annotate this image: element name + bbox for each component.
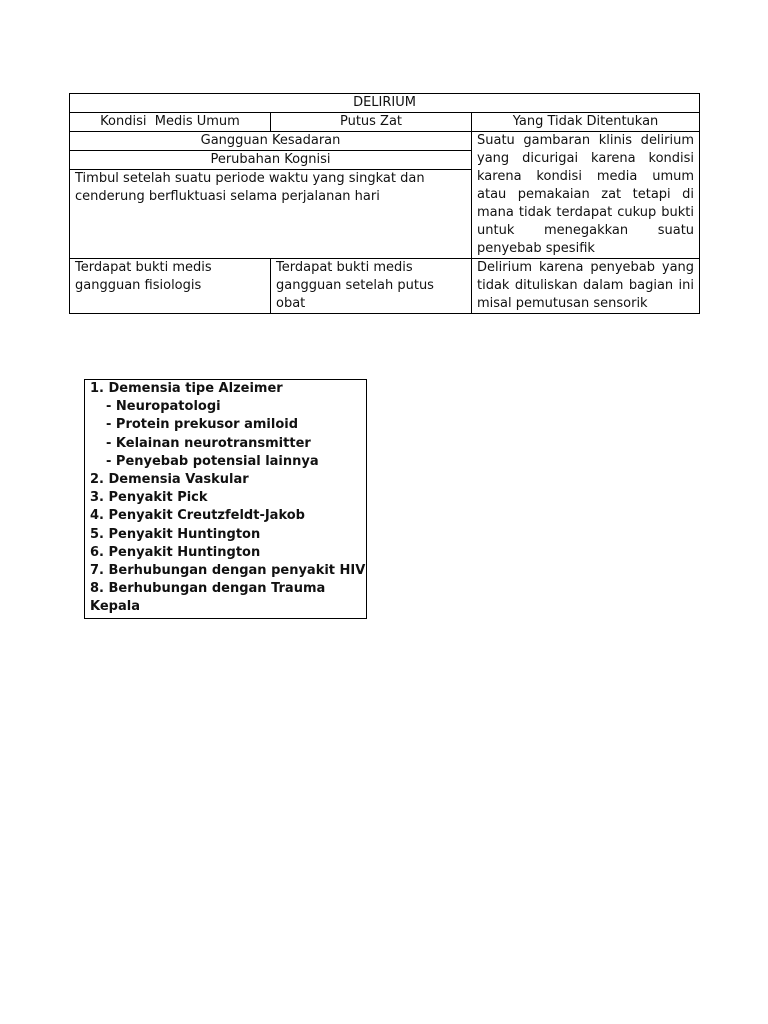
- cell-gangguan-kesadaran: Gangguan Kesadaran: [70, 132, 472, 151]
- list-item: - Kelainan neurotransmitter: [106, 435, 311, 451]
- list-item: 2. Demensia Vaskular: [90, 472, 249, 488]
- list-item: 1. Demensia tipe Alzeimer: [90, 381, 283, 396]
- header-putus-zat: Putus Zat: [271, 113, 472, 132]
- table-row: [70, 132, 700, 151]
- list-item: 7. Berhubungan dengan penyakit HIV: [90, 563, 366, 579]
- table-row: [70, 259, 700, 314]
- list-item: - Penyebab potensial lainnya: [106, 453, 319, 469]
- list-item: - Neuropatologi: [106, 399, 221, 415]
- table-row: [70, 94, 700, 113]
- cell-delirium-lain: Delirium karena penyebab yang tidak dituliskan dalam bagian ini misal pemutusan sensorik: [472, 259, 700, 314]
- table-title: DELIRIUM: [70, 94, 700, 113]
- delirium-table: [69, 93, 700, 314]
- list-item: 8. Berhubungan dengan Trauma Kepala: [90, 581, 326, 615]
- list-item: 6. Penyakit Huntington: [90, 544, 261, 560]
- cell-timbul: Timbul setelah suatu periode waktu yang singkat dan cenderung berfluktuasi selama perjalanan hari: [70, 170, 472, 259]
- list-item: 5. Penyakit Huntington: [90, 526, 261, 542]
- cell-perubahan-kognisi: Perubahan Kognisi: [70, 151, 472, 170]
- list-item: 3. Penyakit Pick: [90, 490, 208, 506]
- header-kondisi-medis: Kondisi Medis Umum: [70, 113, 271, 132]
- list-item: 4. Penyakit Creutzfeldt-Jakob: [90, 508, 305, 524]
- cell-bukti-putus: Terdapat bukti medis gangguan setelah putus obat: [271, 259, 472, 314]
- cell-bukti-medis: Terdapat bukti medis gangguan fisiologis: [70, 259, 271, 314]
- demensia-list: [84, 379, 367, 619]
- cell-tidak-ditentukan-desc: Suatu gambaran klinis delirium yang dicurigai karena kondisi karena kondisi media umum atau pemakaian zat tetapi di mana tidak terdapat cukup bukti untuk menegakkan suatu penyebab spesifik: [472, 132, 700, 259]
- table-header-row: [70, 113, 700, 132]
- list-item: - Protein prekusor amiloid: [106, 417, 299, 433]
- header-tidak-ditentukan: Yang Tidak Ditentukan: [472, 113, 700, 132]
